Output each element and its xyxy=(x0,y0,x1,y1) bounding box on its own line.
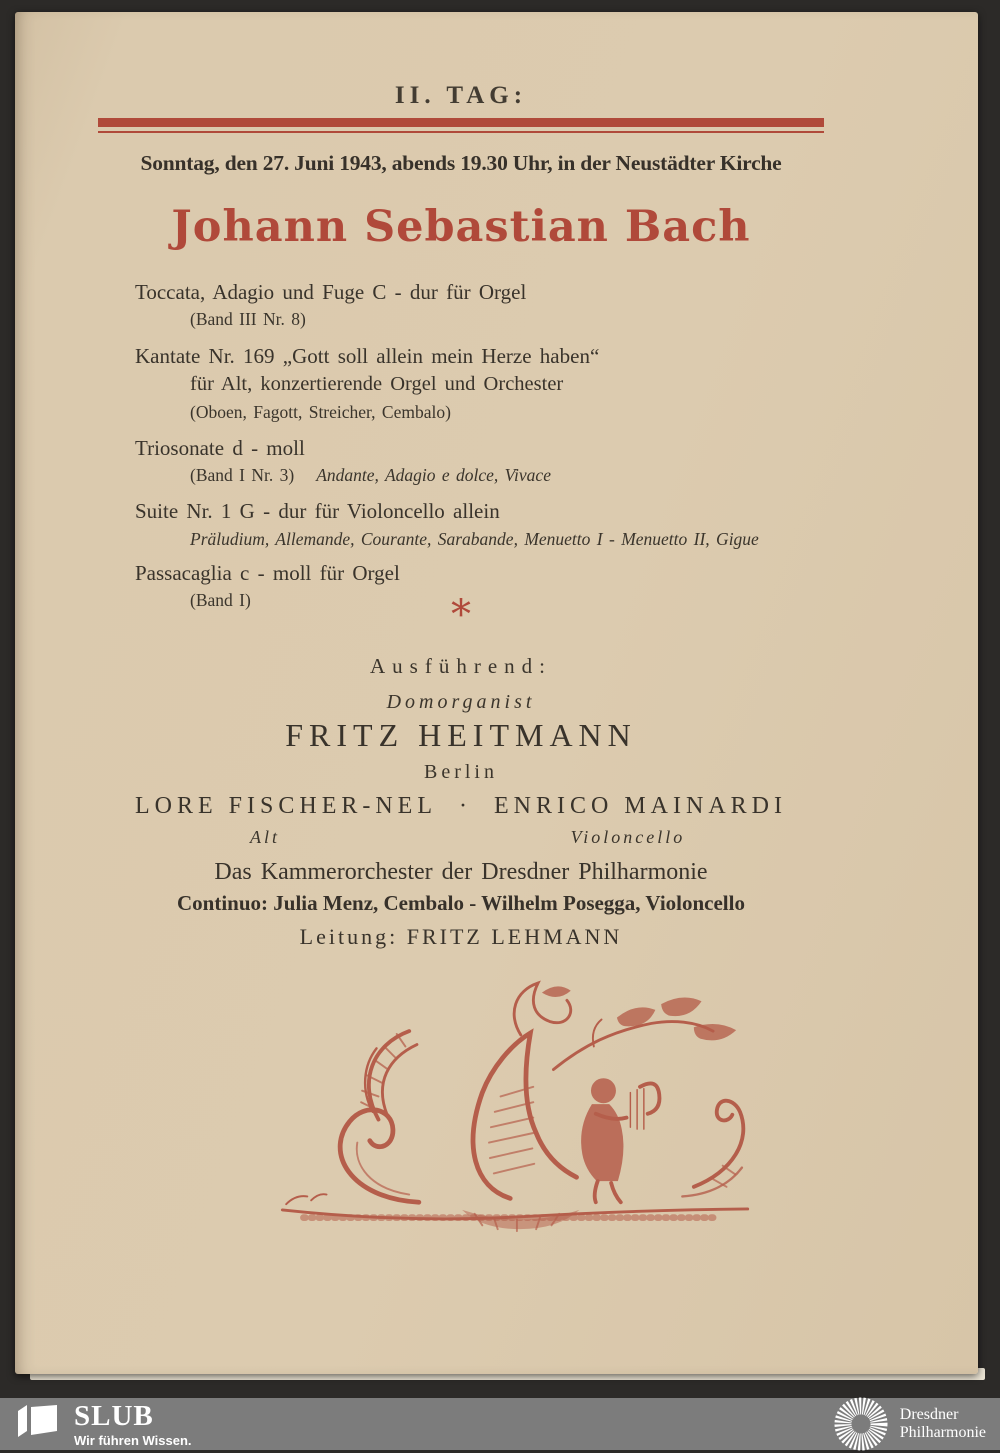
work-detail: (Band III Nr. 8) xyxy=(190,309,306,329)
work-movements: Präludium, Allemande, Courante, Sarabande, Menuetto I - Menuetto II, Gigue xyxy=(190,529,759,549)
slub-tagline: Wir führen Wissen. xyxy=(74,1432,192,1448)
work-detail: (Oboen, Fagott, Streicher, Cembalo) xyxy=(190,402,451,422)
continuo-line: Continuo: Julia Menz, Cembalo - Wilhelm Posegga, Violoncello xyxy=(177,891,745,915)
red-rule-thin xyxy=(98,131,824,133)
sunburst-icon xyxy=(832,1395,890,1453)
performer-name: FRITZ HEITMANN xyxy=(285,717,637,753)
work-title: Suite Nr. 1 G - dur für Violoncello allein xyxy=(135,499,500,523)
slub-logo[interactable] xyxy=(0,1399,192,1448)
rococo-vignette-illustration xyxy=(265,972,765,1244)
performer-roles-row xyxy=(98,827,824,848)
philharmonie-name-line2: Philharmonie xyxy=(899,1424,986,1441)
red-rule-thick xyxy=(98,118,824,127)
performer-name: ENRICO MAINARDI xyxy=(494,793,787,819)
philharmonie-logo[interactable] xyxy=(832,1395,1000,1453)
date-line: Sonntag, den 27. Juni 1943, abends 19.30 Uhr, in der Neustädter Kirche xyxy=(140,151,782,175)
work-title: Passacaglia c - moll für Orgel xyxy=(135,561,400,585)
work-title: Kantate Nr. 169 „Gott soll allein mein Herze haben“ xyxy=(135,344,600,368)
philharmonie-name-line1: Dresdner xyxy=(899,1405,959,1423)
asterisk-divider-icon: * xyxy=(451,592,471,638)
performer-role: Alt xyxy=(249,827,280,847)
work-title: Toccata, Adagio und Fuge C - dur für Orgel xyxy=(135,280,527,304)
concert-program-page xyxy=(15,12,978,1374)
performers-heading: Ausführend: xyxy=(370,654,552,678)
day-heading: II. TAG: xyxy=(394,82,528,109)
work-detail-plain: (Band I Nr. 3) xyxy=(190,465,295,485)
work-movements: Andante, Adagio e dolce, Vivace xyxy=(316,465,551,485)
performer-role: Domorganist xyxy=(386,691,536,713)
work-title: Triosonate d - moll xyxy=(135,436,305,460)
open-book-icon xyxy=(16,1402,60,1438)
performer-names-row xyxy=(98,793,824,820)
performer-role: Violoncello xyxy=(570,827,686,847)
work-detail xyxy=(98,465,916,486)
slub-wordmark: SLUB xyxy=(74,1399,154,1432)
viewer-footer-bar xyxy=(0,1398,1000,1450)
performer-name: LORE FISCHER-NEL xyxy=(135,793,437,819)
composer-title: Johann Sebastian Bach xyxy=(171,202,751,252)
work-detail: (Band I) xyxy=(190,590,251,610)
conductor-line: Leitung: FRITZ LEHMANN xyxy=(299,924,623,949)
dot-separator: · xyxy=(459,793,472,819)
orchestra-line: Das Kammerorchester der Dresdner Philharmonie xyxy=(214,859,708,885)
work-detail: für Alt, konzertierende Orgel und Orchester xyxy=(190,373,564,395)
performer-city: Berlin xyxy=(424,761,498,783)
